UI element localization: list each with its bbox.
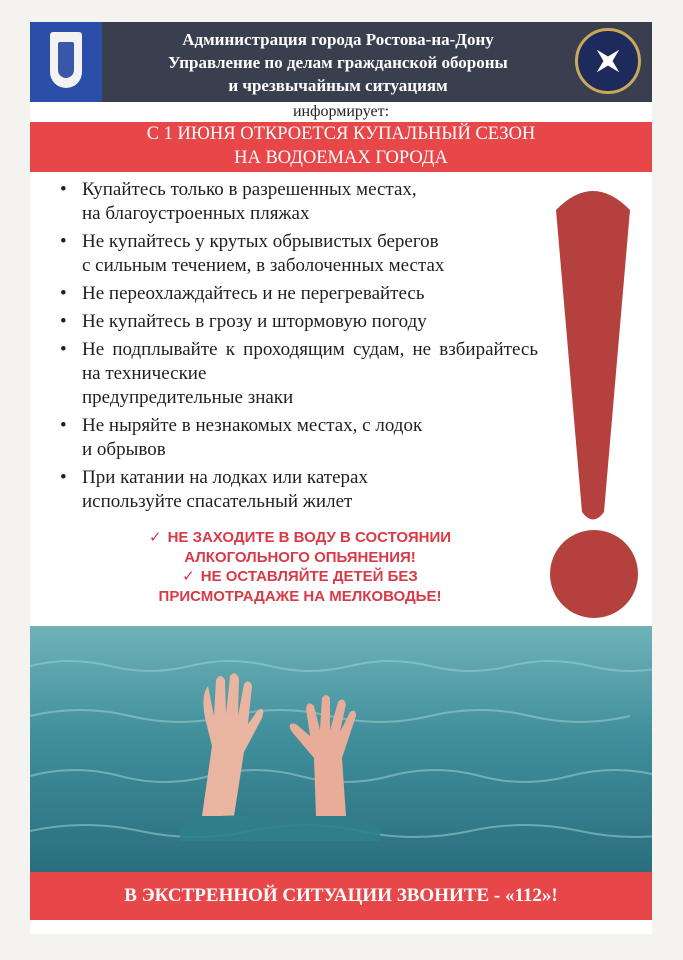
warning-1-cont: АЛКОГОЛЬНОГО ОПЬЯНЕНИЯ!: [184, 548, 416, 566]
header-line-3: и чрезвычайным ситуациям: [228, 76, 448, 95]
safety-rules-list: [60, 178, 538, 518]
check-mark-icon: ✓: [148, 529, 162, 546]
header-text: [108, 28, 568, 97]
list-item: • Не купайтесь у крутых обрывистых берегов с сильным течением, в заболоченных местах: [60, 230, 538, 278]
header-banner: [30, 22, 652, 102]
informs-label: информирует:: [30, 102, 652, 122]
list-item: • Не переохлаждайтесь и не перегревайтесь: [60, 282, 538, 306]
exclamation-mark-icon: [548, 182, 638, 632]
drowning-hands-image: [30, 626, 652, 878]
poster: [30, 22, 652, 934]
list-item: • Не подплывайте к проходящим судам, не взбирайтесь на технические предупредительные знаки: [60, 338, 538, 410]
list-item: • Не ныряйте в незнакомых местах, с лодок и обрывов: [60, 414, 538, 462]
list-item: • Купайтесь только в разрешенных местах, на благоустроенных пляжах: [60, 178, 538, 226]
headline-line-2: НА ВОДОЕМАХ ГОРОДА: [234, 148, 448, 168]
list-item: • Не купайтесь в грозу и штормовую погоду: [60, 310, 538, 334]
civil-defense-emblem-icon: [575, 28, 641, 94]
warning-1: ✓ НЕ ЗАХОДИТЕ В ВОДУ В СОСТОЯНИИ: [148, 529, 452, 546]
emergency-call-footer: В ЭКСТРЕННОЙ СИТУАЦИИ ЗВОНИТЕ - «112»!: [30, 872, 652, 920]
season-headline: [30, 122, 652, 172]
warning-2-cont: ПРИСМОТРАДАЖЕ НА МЕЛКОВОДЬЕ!: [158, 587, 442, 605]
list-item: • При катании на лодках или катерах используйте спасательный жилет: [60, 466, 538, 514]
warnings-block: [90, 528, 510, 606]
headline-line-1: С 1 ИЮНЯ ОТКРОЕТСЯ КУПАЛЬНЫЙ СЕЗОН: [146, 124, 536, 144]
header-line-1: Администрация города Ростова-на-Дону: [182, 30, 494, 49]
header-line-2: Управление по делам гражданской обороны: [168, 53, 508, 72]
check-mark-icon: ✓: [182, 568, 195, 585]
city-coat-of-arms-icon: [30, 22, 102, 102]
warning-2: ✓ НЕ ОСТАВЛЯЙТЕ ДЕТЕЙ БЕЗ: [182, 568, 418, 585]
